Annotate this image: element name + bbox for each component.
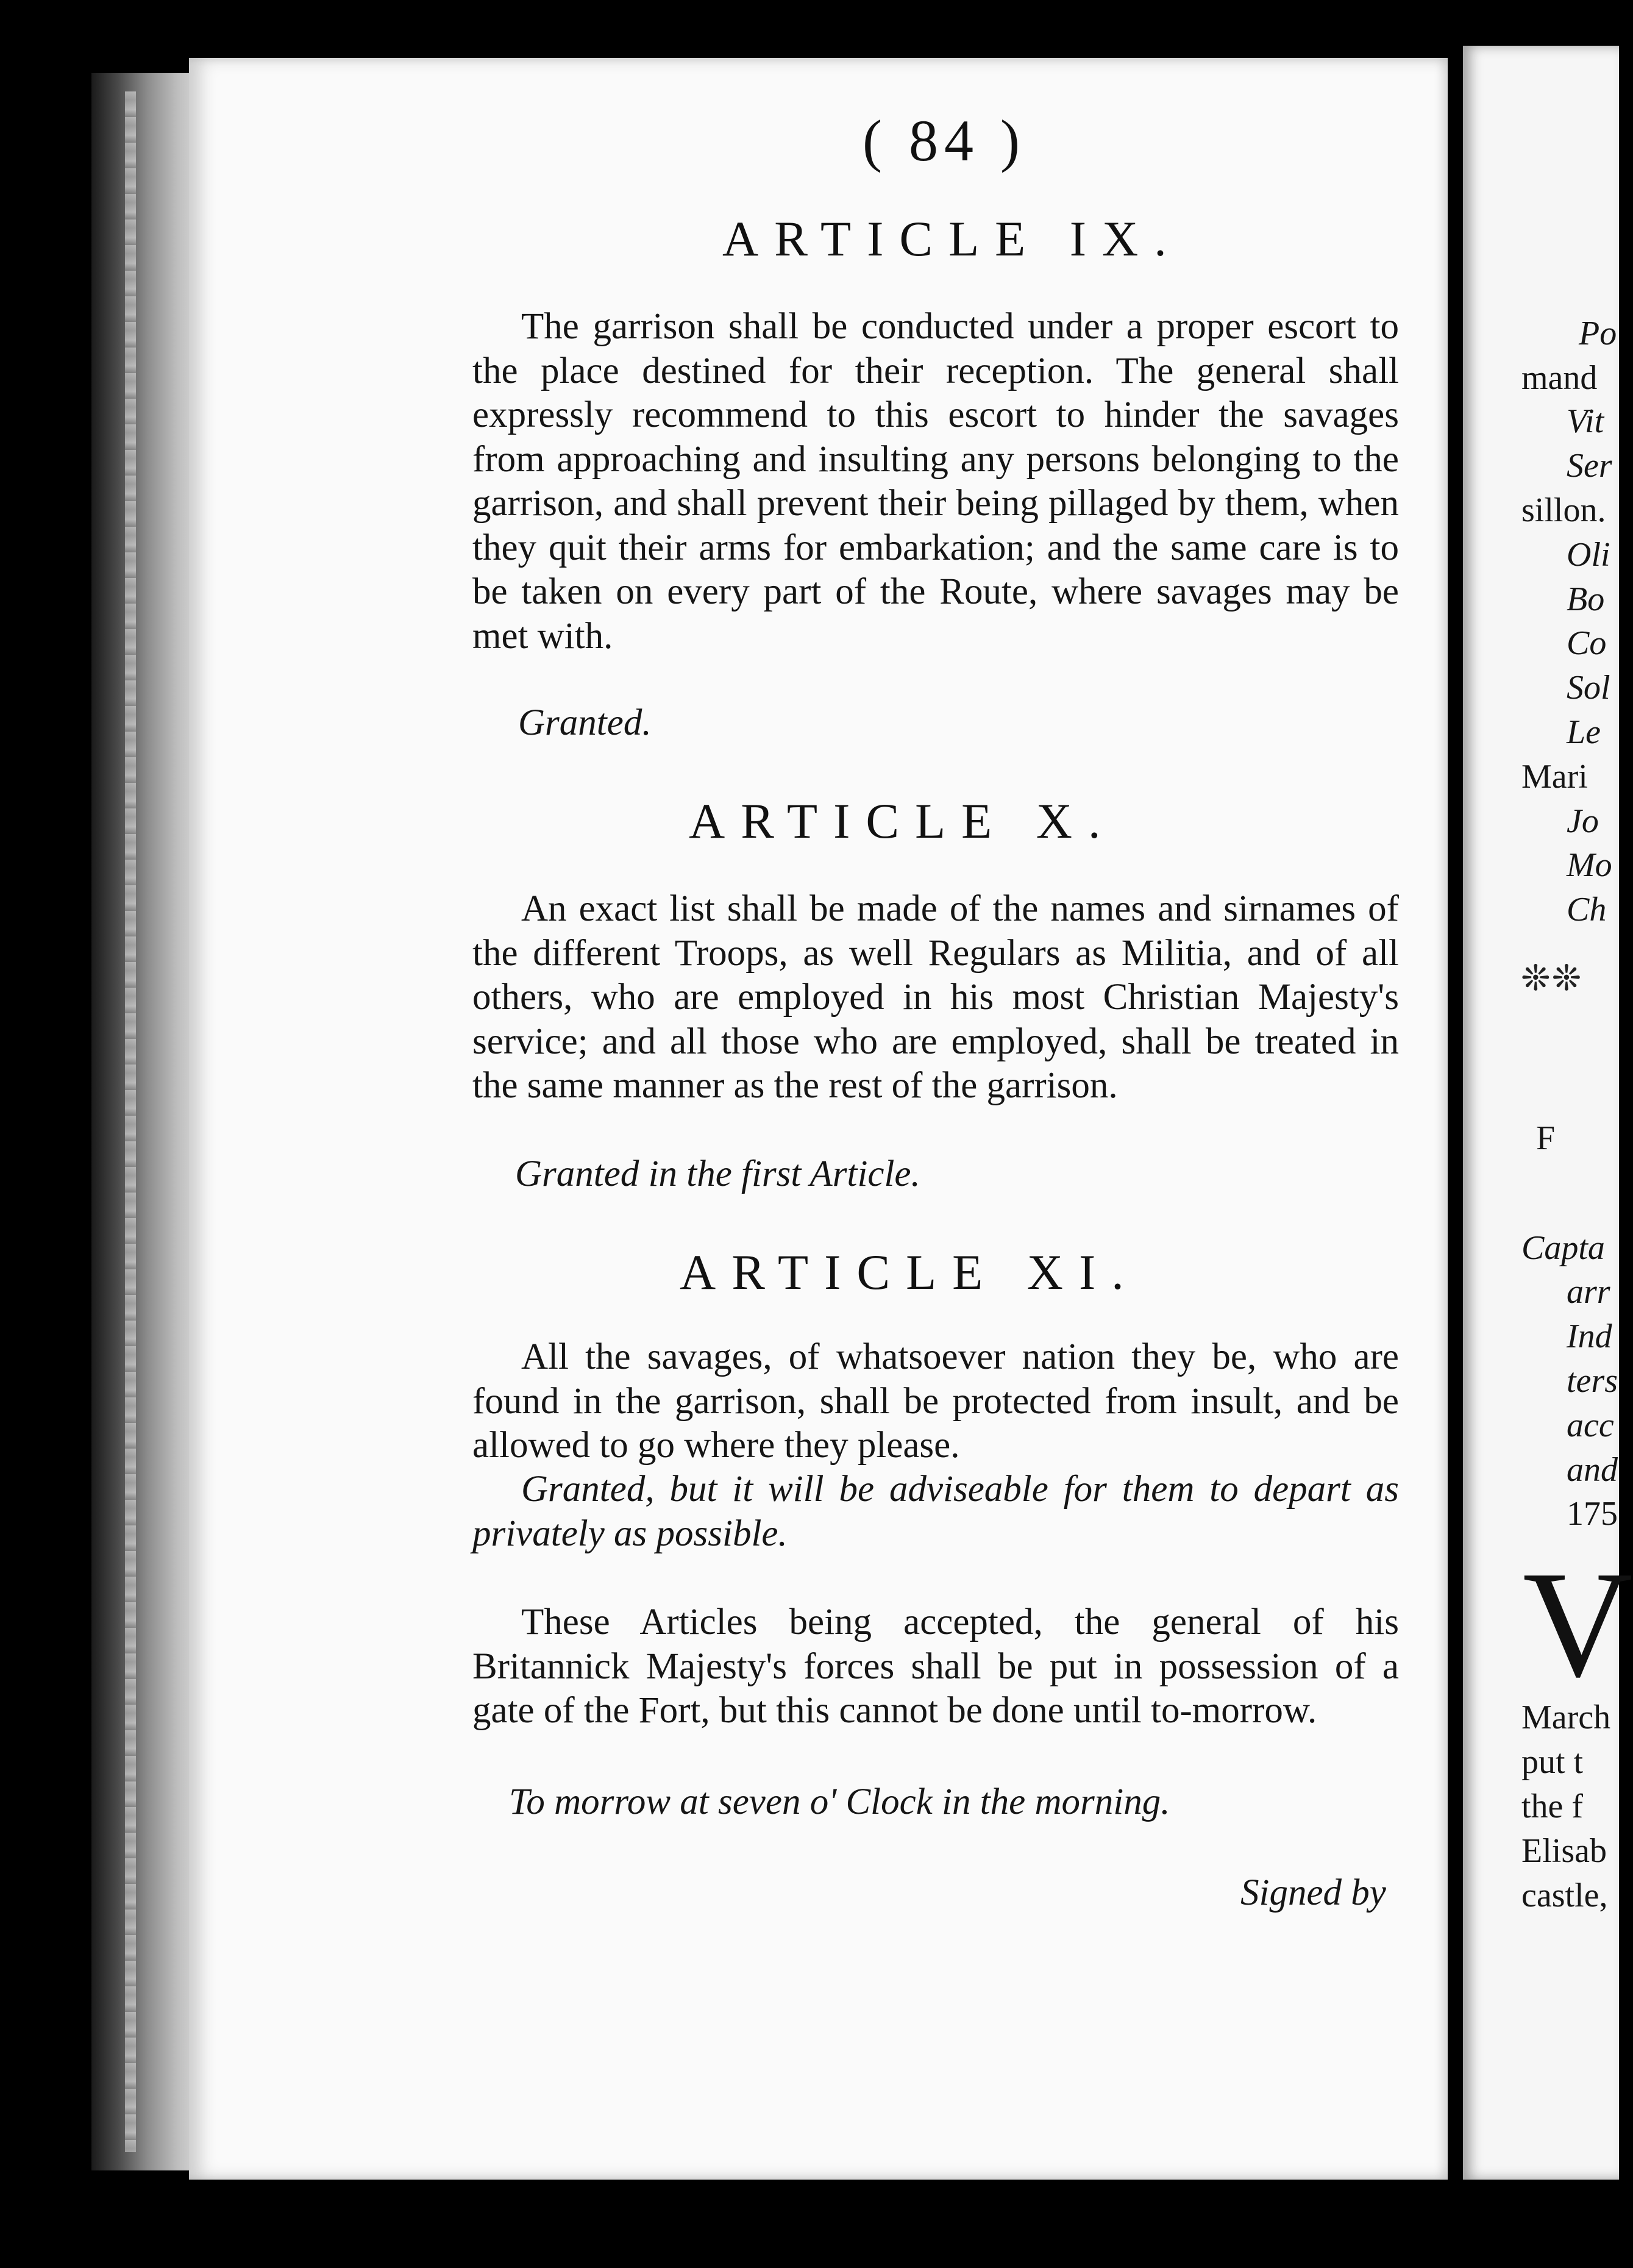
next-page-fragment: Ind <box>1567 1318 1612 1355</box>
next-page-fragment: Po <box>1579 315 1617 352</box>
article-response: Granted. <box>518 702 652 743</box>
next-page-fragment: Capta <box>1521 1229 1605 1267</box>
article-response-body: Granted, but it will be adviseable for them to depart as privately as possible. <box>472 1469 1399 1554</box>
next-page-fragment: arr <box>1567 1273 1610 1311</box>
ornament-rule: ❊❊ <box>1521 958 1583 998</box>
article-text <box>472 887 1399 1108</box>
next-page-fragment: Bo <box>1567 580 1605 618</box>
next-page-fragment: Sol <box>1567 669 1610 707</box>
page-edges <box>125 91 136 2152</box>
next-page-fragment: ters <box>1567 1362 1618 1400</box>
article-text-body: The garrison shall be conducted under a proper escort to the place destined for their reception. The general shall expressly recommend to this escort to hinder the savages from approaching and insulting any persons belonging to the garrison, and shall prevent their being pillaged by them, when they quit their arms for embarkation; and the same care is to be taken on every part of the Route, where savages may be met with. <box>472 306 1399 657</box>
next-page-fragment: sillon. <box>1521 491 1606 529</box>
next-page-fragment: mand <box>1521 359 1598 397</box>
next-page-fragment: March <box>1521 1699 1611 1736</box>
next-page-fragment: Jo <box>1567 802 1599 840</box>
next-page-fragment: Oli <box>1567 536 1610 574</box>
page-number: ( 84 ) <box>863 108 1026 173</box>
next-page-fragment: Vit <box>1567 402 1604 440</box>
article-response <box>472 1467 1399 1556</box>
next-page-fragment: Ch <box>1567 891 1607 929</box>
next-page-fragment: 175 <box>1567 1495 1618 1533</box>
article-text <box>472 1335 1399 1468</box>
drop-cap: V <box>1523 1540 1633 1709</box>
next-page-fragment: F <box>1536 1119 1556 1157</box>
catchword: Signed by <box>1240 1872 1386 1913</box>
article-text-body: All the savages, of whatsoever nation they be, who are found in the garrison, shall be protected from insult, and be allowed to go where they please. <box>472 1336 1399 1466</box>
next-page-fragment: Elisab <box>1521 1832 1607 1870</box>
next-page-fragment: Le <box>1567 713 1601 751</box>
article-heading: ARTICLE IX. <box>722 211 1183 266</box>
closing-text <box>472 1600 1399 1733</box>
next-page-fragment: and <box>1567 1451 1618 1489</box>
right-page <box>1463 46 1619 2180</box>
article-heading: ARTICLE X. <box>689 793 1117 849</box>
next-page-fragment: Ser <box>1567 447 1612 485</box>
next-page-fragment: the f <box>1521 1788 1584 1825</box>
next-page-fragment: acc <box>1567 1407 1614 1444</box>
article-heading: ARTICLE XI. <box>680 1244 1140 1300</box>
article-text-body: An exact list shall be made of the names and sirnames of the different Troops, as well Regulars as Militia, and of all others, who are employed in his most Christian Majesty's service; and all those who are employed, shall be treated in the same manner as the rest of the garrison. <box>472 888 1399 1106</box>
article-response: Granted in the first Article. <box>515 1154 920 1194</box>
next-page-fragment: Mo <box>1567 846 1612 884</box>
next-page-fragment: Mari <box>1521 758 1588 796</box>
article-text <box>472 305 1399 658</box>
next-page-fragment: put t <box>1521 1743 1584 1781</box>
next-page-fragment: castle, <box>1521 1877 1608 1914</box>
next-page-fragment: Co <box>1567 624 1607 662</box>
closing-text-body: These Articles being accepted, the general of his Britannick Majesty's forces shall be put in possession of a gate of the Fort, but this cannot be done until to-morrow. <box>472 1602 1399 1731</box>
closing-response: To morrow at seven o' Clock in the morning. <box>509 1781 1170 1822</box>
